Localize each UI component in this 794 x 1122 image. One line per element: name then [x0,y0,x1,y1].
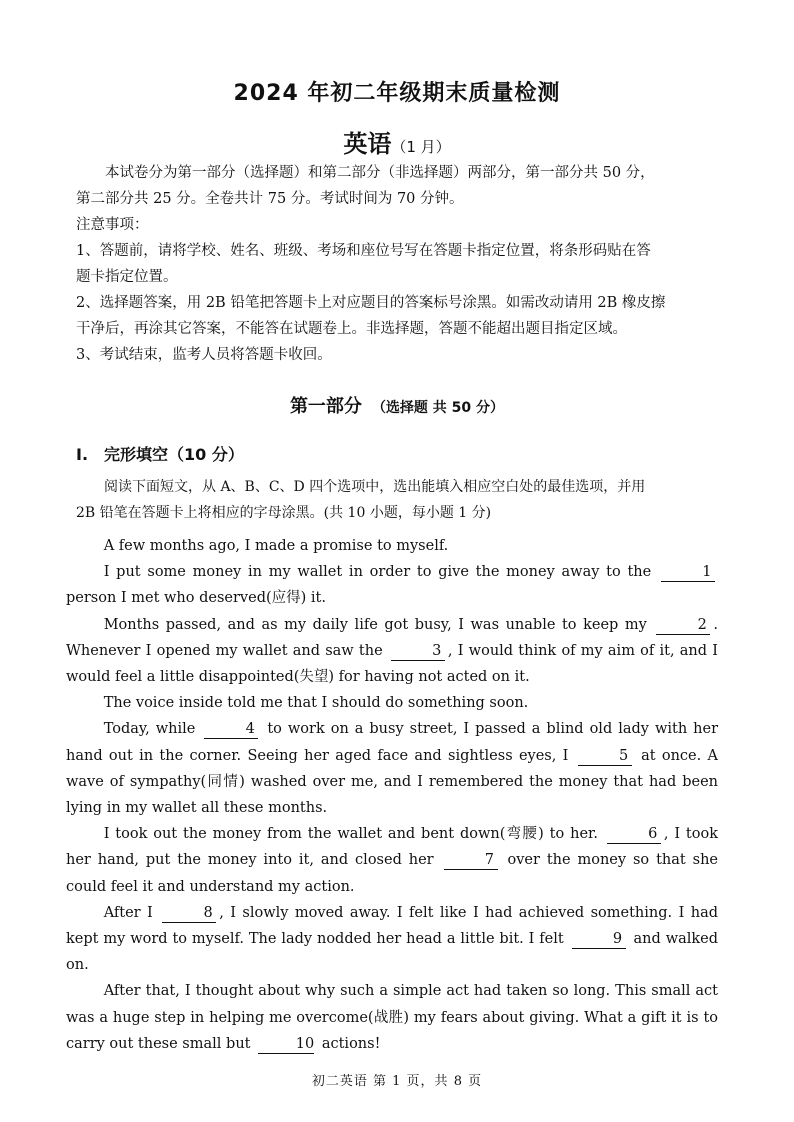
intro-line-2: 第二部分共 25 分。全卷共计 75 分。考试时间为 70 分钟。 [76,191,464,207]
cloze-passage [66,533,718,1057]
section-heading [76,442,244,465]
notice-item-3: 3、考试结束，监考人员将答题卡收回。 [76,347,332,363]
paragraph-text: Months passed, and as my daily life got busy, I was unable to keep my [103,616,647,633]
intro-line-1: 本试卷分为第一部分（选择题）和第二部分（非选择题）两部分，第一部分共 50 分， [105,165,655,181]
paragraph-text: After that, I thought about why such a simple act had taken so long. This small act was a huge step in helping me overcome(战胜) my fears about giving. What a gift it is to carry out these small but [66,983,718,1052]
paragraph-text: and walked on. [66,931,719,974]
paragraph-3 [66,612,718,691]
page-footer: 初二英语 第 1 页，共 8 页 [311,1074,483,1089]
paragraph-text: over the money so that she could feel it and understand my action. [66,852,718,895]
paragraph-1 [66,533,718,559]
blank-2: 2 [656,617,710,635]
section-instructions [76,474,724,526]
blank-10: 10 [258,1036,314,1054]
paragraph-6 [66,821,718,900]
notice-item-1b: 题卡指定位置。 [76,269,178,285]
notice-item-2b: 干净后，再涂其它答案，不能答在试题卷上。非选择题，答题不能超出题目指定区域。 [76,321,627,337]
paragraph-text: , I would think of my aim of it, and I would feel a little disappointed(失望) for having not acted on it. [66,642,718,686]
notice-item-2a: 2、选择题答案，用 2B 铅笔把答题卡上对应题目的答案标号涂黑。如需改动请用 2B 橡皮擦 [76,295,666,311]
paragraph-text: person I met who deserved(应得) it. [66,590,326,607]
section-number: I. [76,445,89,464]
paragraph-text: Today, while [103,721,196,738]
blank-3: 3 [391,643,445,661]
paragraph-7 [66,900,718,979]
paragraph-5 [66,716,718,821]
paragraph-text: actions! [321,1035,381,1052]
blank-5: 5 [578,748,632,766]
notice-heading: 注意事项： [76,217,149,233]
subject-name: 英语 [343,130,392,158]
paragraph-text: , I slowly moved away. I felt like I had achieved something. I had kept my word to myself. The lady nodded her head a little bit. I felt [66,904,718,948]
instruction-line-1: 阅读下面短文，从 A、B、C、D 四个选项中，选出能填入相应空白处的最佳选项，并用 [104,479,646,495]
paragraph-8 [66,978,718,1057]
blank-8: 8 [162,905,216,923]
section-title: 完形填空（10 分） [104,445,244,464]
paragraph-text: at once. A wave of sympathy(同情) washed over me, and I remembered the money that had been lying in my wallet all these months. [66,747,719,817]
blank-9: 9 [572,931,626,949]
paragraph-text: I took out the money from the wallet and bent down(弯腰) to her. [103,826,598,843]
paragraph-4 [66,690,718,716]
paragraph-text: to work on a busy street, I passed a blind old lady with her hand out in the corner. Seeing her aged face and sightless eyes, I [66,721,718,764]
exam-title: 2024 年初二年级期末质量检测 [233,81,561,106]
paragraph-text: . Whenever I opened my wallet and saw the [66,616,718,659]
blank-7: 7 [444,852,498,870]
paragraph-2 [66,559,718,611]
blank-6: 6 [607,826,661,844]
paragraph-text: I put some money in my wallet in order to give the money away to the [103,564,652,581]
paragraph-text: A few months ago, I made a promise to myself. [103,538,449,554]
instruction-line-2: 2B 铅笔在答题卡上将相应的字母涂黑。(共 10 小题，每小题 1 分) [76,505,492,521]
part-one-heading [0,392,794,418]
notice-item-1a: 1、答题前，请将学校、姓名、班级、考场和座位号写在答题卡指定位置，将条形码贴在答 [76,243,651,259]
paragraph-text: After I [103,904,153,921]
paragraph-text: The voice inside told me that I should do something soon. [103,695,529,712]
subject-heading [0,124,794,159]
subject-note: （1 月） [391,138,451,156]
part-one-title: 第一部分 [289,396,362,417]
part-one-note: （选择题 共 50 分） [371,400,505,416]
blank-1: 1 [661,564,715,582]
blank-4: 4 [204,721,258,739]
paragraph-text: , I took her hand, put the money into it, and closed her [66,826,718,869]
